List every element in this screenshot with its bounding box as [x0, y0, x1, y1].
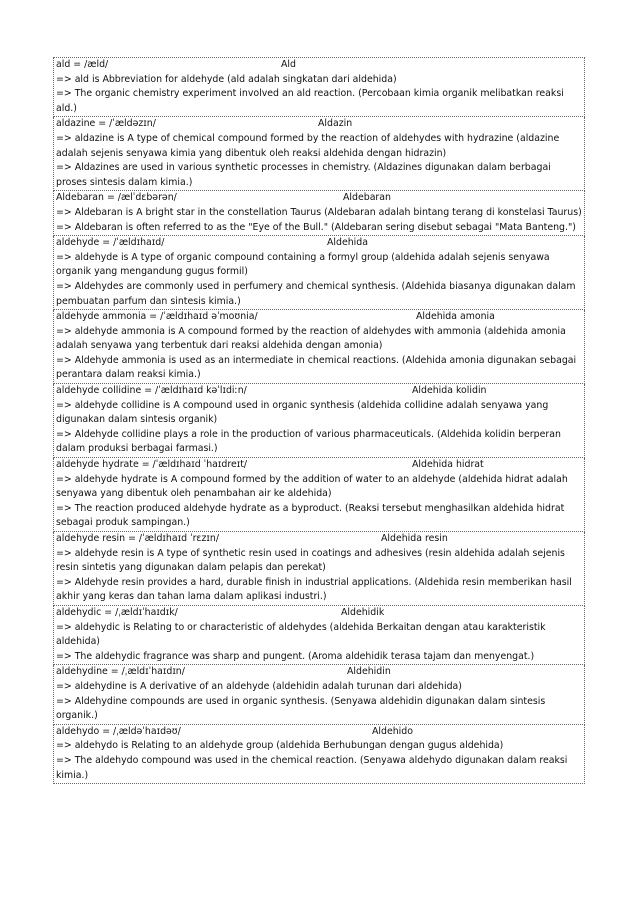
entry	[53, 57, 585, 117]
entry	[53, 384, 585, 458]
example-line: => The aldehydo compound was used in the chemical reaction. (Senyawa aldehydo digunakan dalam reaksi kimia.)	[56, 754, 568, 781]
example-line: => Aldehyde collidine plays a role in the production of various pharmaceuticals. (Aldehida kolidin berperan dalam produksi berbagai farmasi.)	[56, 428, 561, 455]
definition-line: => aldehyde hydrate is A compound formed by the addition of water to an aldehyde (aldehida hidrat adalah senyawa yang dibentuk oleh penambahan air ke aldehida)	[56, 473, 568, 500]
example-line: => Aldehydine compounds are used in organic synthesis. (Senyawa aldehidin digunakan dalam sintesis organik.)	[56, 695, 546, 722]
headword: aldehyde collidine = /ˈældɪhaɪd kəˈlɪdiːn/	[56, 385, 247, 397]
headword: aldehydic = /ˌældɪˈhaɪdɪk/	[56, 606, 178, 618]
entry-head	[56, 458, 582, 473]
definition-line: => Aldebaran is A bright star in the constellation Taurus (Aldebaran adalah bintang terang di konstelasi Taurus)	[56, 206, 582, 218]
headword: aldazine = /ˈældəzɪn/	[56, 118, 156, 130]
headword: aldehyde resin = /ˈældɪhaɪd ˈrɛzɪn/	[56, 533, 220, 544]
translation: Aldehida kolidin	[412, 385, 487, 397]
definition-line: => aldehyde is A type of organic compound containing a formyl group (aldehida adalah sejenis senyawa organik yang mengandung gugus formil)	[56, 251, 550, 278]
translation: Aldehida hidrat	[412, 459, 484, 471]
entry-head	[56, 117, 582, 132]
entry-head	[56, 384, 582, 399]
entry-head	[56, 236, 582, 251]
translation: Aldehida amonia	[416, 311, 495, 323]
definition-line: => aldehydo is Relating to an aldehyde group (aldehida Berhubungan dengan gugus aldehida)	[56, 740, 504, 752]
definition-line: => aldehyde resin is A type of synthetic resin used in coatings and adhesives (resin aldehida adalah sejenis resin sintetis yang digunakan dalam pelapis dan perekat)	[56, 547, 565, 574]
entry-head	[56, 665, 582, 680]
example-line: => Aldebaran is often referred to as the "Eye of the Bull." (Aldebaran sering disebut sebagai "Mata Banteng.")	[56, 221, 576, 233]
entry	[53, 117, 585, 191]
entry	[53, 458, 585, 532]
headword: aldehydo = /ˌældəˈhaɪdəʊ/	[56, 725, 181, 737]
example-line: => Aldehydes are commonly used in perfumery and chemical synthesis. (Aldehida biasanya digunakan dalam pembuatan parfum dan sintesis kimia.)	[56, 280, 576, 307]
headword: aldehyde ammonia = /ˈældɪhaɪd əˈmoʊnia/	[56, 311, 258, 323]
entry	[53, 310, 585, 384]
entry	[53, 665, 585, 724]
definition-line: => aldehyde collidine is A compound used in organic synthesis (aldehida collidine adalah senyawa yang digunakan dalam sintesis organik)	[56, 399, 549, 426]
entry-head	[56, 532, 582, 547]
headword: aldehyde = /ˈældɪhaɪd/	[56, 237, 165, 249]
example-line: => The reaction produced aldehyde hydrate as a byproduct. (Reaksi tersebut menghasilkan aldehida hidrat sebagai produk sampingan.)	[56, 502, 565, 529]
entry-head	[56, 725, 582, 740]
translation: Aldehida resin	[381, 533, 448, 544]
definition-line: => aldehyde ammonia is A compound formed by the reaction of aldehydes with ammonia (aldehida amonia adalah senyawa yang terbentuk dari reaksi aldehida dengan amonia)	[56, 325, 566, 352]
headword: ald = /æld/	[56, 59, 109, 70]
entry	[53, 532, 585, 606]
entry-head	[56, 606, 582, 621]
definition-line: => aldehydic is Relating to or characteristic of aldehydes (aldehida Berkaitan dengan atau karakteristik aldehida)	[56, 621, 546, 648]
example-line: => The organic chemistry experiment involved an ald reaction. (Percobaan kimia organik melibatkan reaksi ald.)	[56, 88, 564, 114]
entry-head	[56, 310, 582, 325]
example-line: => Aldazines are used in various synthetic processes in chemistry. (Aldazines digunakan dalam berbagai proses sintesis dalam kimia.)	[56, 162, 551, 188]
example-line: => Aldehyde resin provides a hard, durable finish in industrial applications. (Aldehida resin memberikan hasil akhir yang keras dan tahan lama dalam aplikasi industri.)	[56, 576, 572, 603]
translation: Aldebaran	[343, 192, 391, 204]
definition-line: => ald is Abbreviation for aldehyde (ald adalah singkatan dari aldehida)	[56, 73, 397, 85]
entry	[53, 191, 585, 236]
translation: Aldehido	[372, 725, 413, 737]
entry	[53, 236, 585, 310]
entry-head	[56, 191, 582, 206]
entry	[53, 725, 585, 784]
definition-line: => aldazine is A type of chemical compound formed by the reaction of aldehydes with hydrazine (aldazine adalah sejenis senyawa kimia yang dibentuk oleh reaksi aldehida dengan hidrazin)	[56, 132, 560, 159]
translation: Ald	[281, 59, 296, 70]
headword: Aldebaran = /ælˈdɛbərən/	[56, 192, 177, 204]
definition-line: => aldehydine is A derivative of an aldehyde (aldehidin adalah turunan dari aldehida)	[56, 680, 462, 692]
glossary-page	[53, 57, 585, 784]
entry	[53, 606, 585, 665]
headword: aldehyde hydrate = /ˈældɪhaɪd ˈhaɪdreɪt/	[56, 459, 248, 471]
translation: Aldehida	[327, 237, 368, 249]
translation: Aldehidin	[347, 666, 391, 678]
headword: aldehydine = /ˌældɪˈhaɪdɪn/	[56, 666, 185, 678]
entry-head	[56, 58, 582, 73]
example-line: => Aldehyde ammonia is used as an intermediate in chemical reactions. (Aldehida amonia digunakan sebagai perantara dalam reaksi kimia.)	[56, 354, 577, 381]
translation: Aldazin	[318, 118, 353, 130]
example-line: => The aldehydic fragrance was sharp and pungent. (Aroma aldehidik terasa tajam dan menyengat.)	[56, 650, 535, 662]
translation: Aldehidik	[341, 606, 385, 618]
